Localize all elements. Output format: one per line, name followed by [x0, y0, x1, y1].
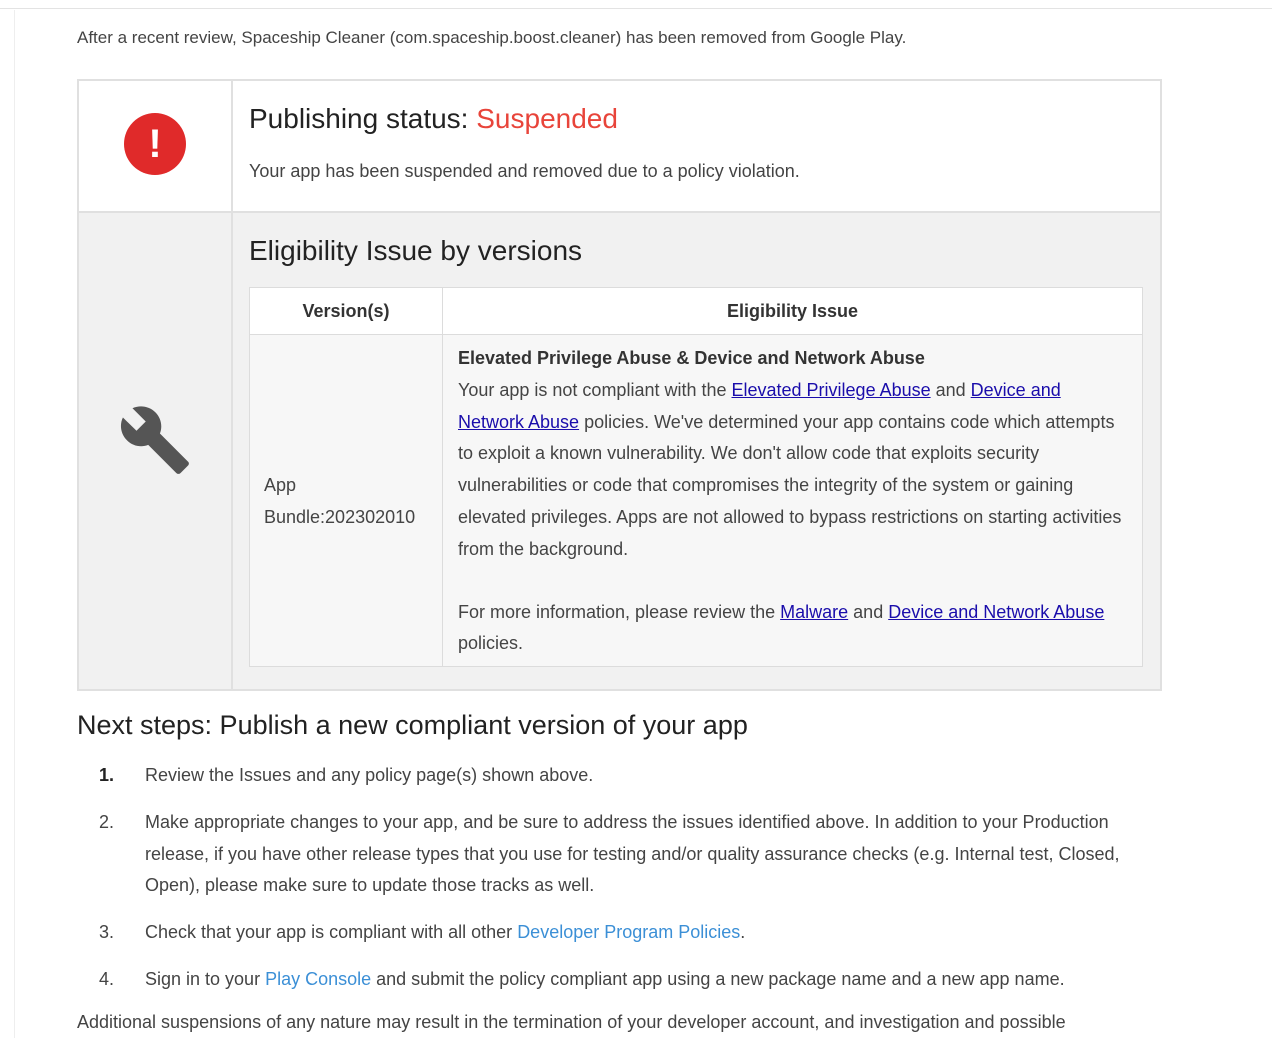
table-header-row [250, 288, 1143, 335]
issue-text: policies. We've determined your app contains code which attempts to exploit a known vulnerability. We don't allow code that exploits security vulnerabilities or code that compromises the integrity of the system or gaining elevated privileges. Apps are not allowed to bypass restrictions on starting activities from the background. [458, 411, 1122, 559]
issue-text: For more information, please review the [458, 601, 781, 622]
step-number: 1. [99, 765, 115, 785]
list-item [77, 964, 1177, 996]
wrench-icon [118, 403, 192, 477]
wrench-icon-cell [79, 213, 233, 689]
eligibility-content-cell [233, 213, 1160, 689]
footer-text: Additional suspensions of any nature may result in the termination of your developer account, and investigation and possible [77, 1012, 1066, 1032]
step-text: Review the Issues and any policy page(s) shown above. [145, 765, 594, 785]
list-item [77, 807, 1177, 902]
device-network-abuse-link[interactable]: Device and Network Abuse [458, 379, 1061, 432]
step-number: 2. [99, 811, 115, 832]
step-text: Make appropriate changes to your app, and be sure to address the issues identified above. In addition to your Production release, if you have other release types that you use for testing and/or quality assurance checks (e.g. Internal test, Closed, Open), please make sure to update those tracks as well. [145, 811, 1120, 896]
step-text: Check that your app is compliant with all other [145, 922, 518, 943]
step-text: and submit the policy compliant app using a new package name and a new app name. [371, 968, 1065, 989]
version-line-2: Bundle:202302010 [264, 506, 416, 527]
status-title-prefix: Publishing status: [249, 103, 477, 134]
version-cell [250, 335, 443, 667]
spacer [458, 566, 1128, 597]
versions-header: Version(s) [250, 288, 443, 335]
step-text: Sign in to your [145, 968, 266, 989]
next-steps-title: Next steps: Publish a new compliant version of your app [77, 710, 748, 740]
version-line-1: App [264, 474, 297, 495]
step-number: 4. [99, 968, 115, 989]
malware-link[interactable]: Malware [780, 601, 849, 622]
list-item [77, 917, 1177, 949]
issue-paragraph-1 [458, 375, 1128, 566]
status-icon-cell [79, 81, 233, 211]
play-console-link[interactable]: Play Console [265, 968, 372, 989]
top-divider [0, 0, 1272, 9]
status-table [77, 79, 1162, 691]
left-divider [14, 10, 15, 1038]
publishing-status-title [249, 103, 618, 135]
status-content-cell [233, 81, 1160, 211]
intro-text: After a recent review, Spaceship Cleaner (com.spaceship.boost.cleaner) has been removed from Google Play. [77, 28, 907, 47]
issue-name: Elevated Privilege Abuse & Device and Network Abuse [458, 348, 925, 368]
status-suspended-label: Suspended [476, 103, 618, 134]
publishing-status-row [79, 81, 1160, 213]
issue-paragraph-2 [458, 597, 1128, 661]
step-text: . [740, 922, 746, 943]
issue-text: and [930, 379, 971, 400]
status-description: Your app has been suspended and removed due to a policy violation. [249, 161, 800, 181]
developer-program-policies-link[interactable]: Developer Program Policies [517, 922, 741, 943]
next-steps-list [77, 760, 1177, 1011]
table-row [250, 335, 1143, 667]
issue-cell [443, 335, 1143, 667]
issue-text: Your app is not compliant with the [458, 379, 732, 400]
list-item [77, 760, 1177, 792]
alert-icon: ! [124, 113, 186, 175]
issue-text: and [848, 601, 889, 622]
device-network-abuse-link-2[interactable]: Device and Network Abuse [888, 601, 1105, 622]
issue-text: policies. [458, 633, 524, 654]
issue-header: Eligibility Issue [443, 288, 1143, 335]
eligibility-row [79, 213, 1160, 689]
eligibility-issue-table [249, 287, 1143, 667]
eligibility-title: Eligibility Issue by versions [249, 235, 583, 266]
elevated-privilege-abuse-link[interactable]: Elevated Privilege Abuse [731, 379, 931, 400]
step-number: 3. [99, 922, 115, 943]
